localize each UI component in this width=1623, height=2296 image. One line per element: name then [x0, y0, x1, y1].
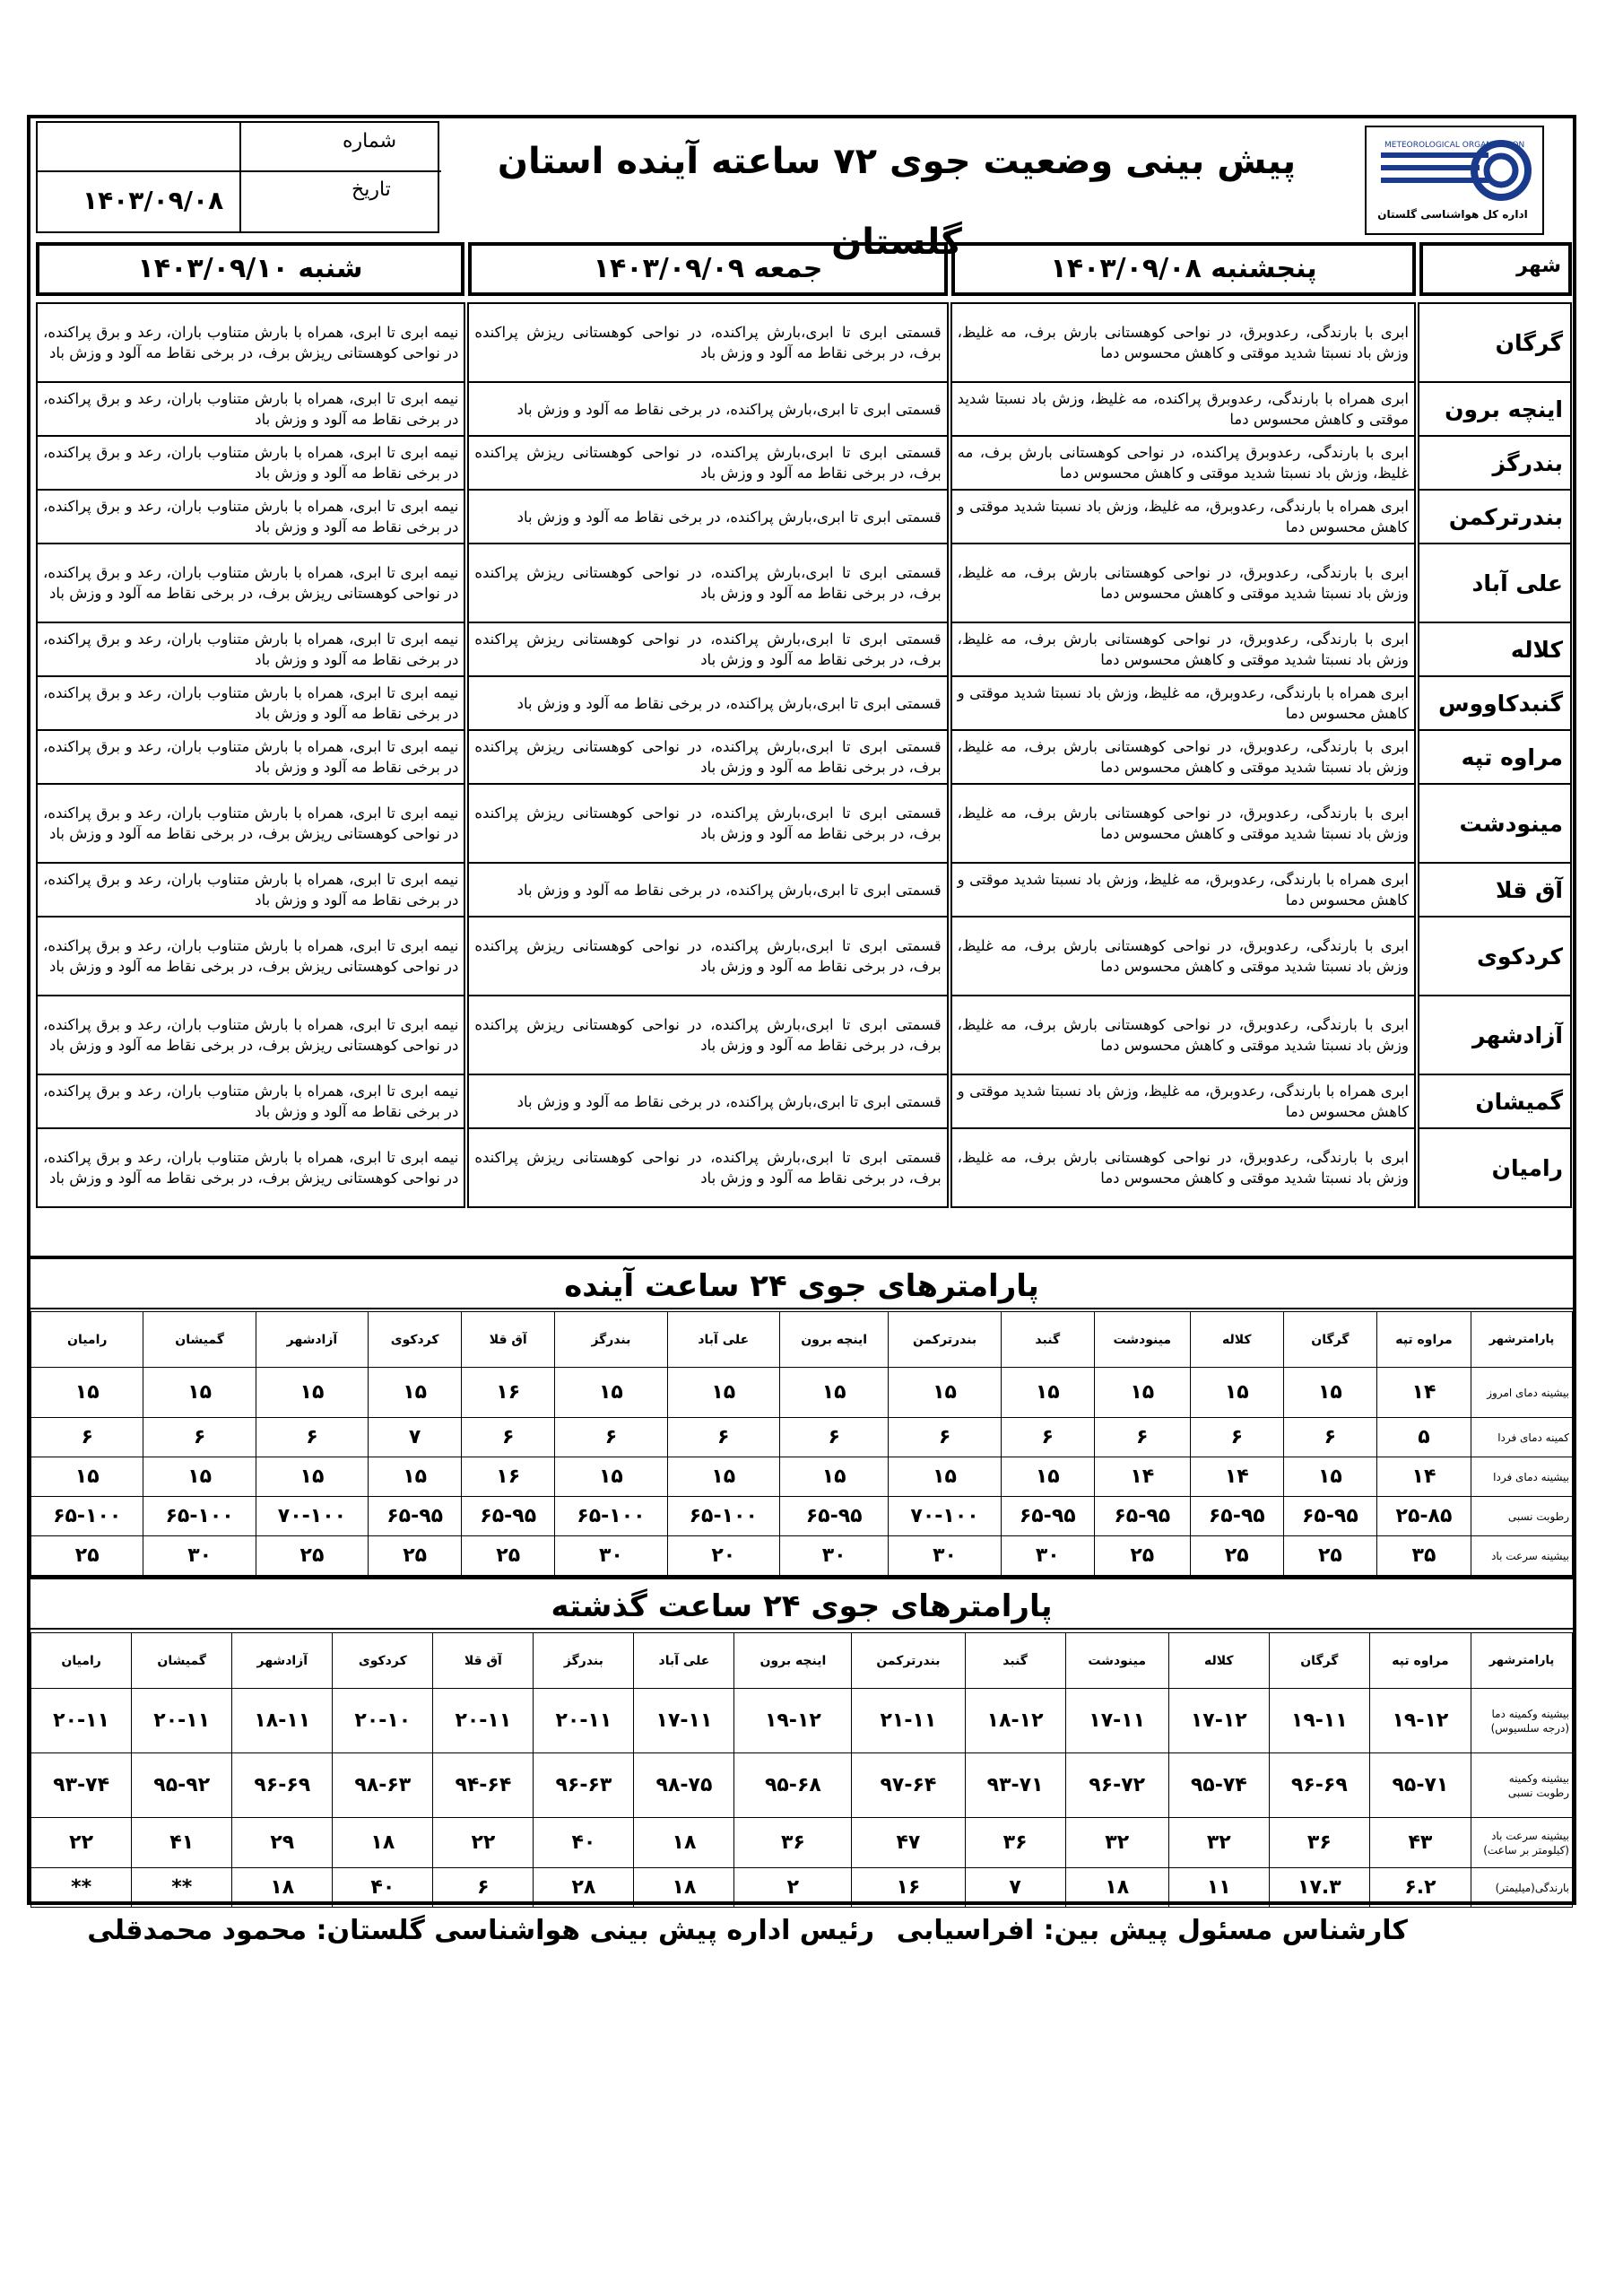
page-title: پیش بینی وضعیت جوی ۷۲ ساعته آینده استان گلستان [497, 141, 1297, 263]
forecast-city-cell: مراوه تپه [1419, 730, 1571, 784]
forecast-city-cell: کردکوی [1419, 917, 1571, 996]
city-header: آق قلا [433, 1633, 534, 1689]
param-header: پارامترشهر [1471, 1312, 1573, 1368]
param-value: ۶ [433, 1868, 534, 1908]
forecast-row [37, 863, 1571, 917]
param-value: ۹۶-۶۹ [1269, 1753, 1369, 1818]
city-header: گرگان [1283, 1312, 1376, 1368]
city-header: اینچه برون [779, 1312, 888, 1368]
forecast-city-cell: مینودشت [1419, 784, 1571, 863]
param-value: ۶۵-۹۵ [369, 1497, 462, 1536]
param-row [31, 1818, 1573, 1868]
param-value: ۹۸-۶۳ [333, 1753, 433, 1818]
param-label: بیشینه سرعت باد [1471, 1536, 1573, 1576]
forecast-day1-cell: ابری همراه با بارندگی، رعدوبرق، مه غلیظ، وزش باد نسبتا شدید موقتی و کاهش محسوس دما [951, 1074, 1415, 1128]
forecast-day2-cell: قسمتی ابری تا ابری،بارش پراکنده، در نواحی کوهستانی ریزش پراکنده برف، در برخی نقاط مه آلود و وزش باد [468, 996, 947, 1074]
city-header: اینچه برون [734, 1633, 852, 1689]
head-signature: رئیس اداره پیش بینی هواشناسی گلستان: محمود محمدقلی [87, 1915, 874, 1946]
param-value: ۱۶ [462, 1457, 555, 1497]
param-value: ۱۵ [143, 1368, 256, 1418]
param-header: پارامترشهر [1471, 1633, 1573, 1689]
param-value: ۹۵-۷۴ [1168, 1753, 1269, 1818]
param-value: ۶۵-۹۵ [779, 1497, 888, 1536]
forecast-day2-cell: قسمتی ابری تا ابری،بارش پراکنده، در برخی نقاط مه آلود و وزش باد [468, 1074, 947, 1128]
param-value: ۱۵ [369, 1368, 462, 1418]
param-value: ۲۱-۱۱ [852, 1689, 965, 1753]
forecast-day2-cell: قسمتی ابری تا ابری،بارش پراکنده، در نواحی کوهستانی ریزش پراکنده برف، در برخی نقاط مه آلود و وزش باد [468, 784, 947, 863]
forecast-day3-cell: نیمه ابری تا ابری، همراه با بارش متناوب باران، رعد و برق پراکنده، در نواحی کوهستانی ریزش برف، در برخی نقاط مه آلود و وزش باد [37, 996, 464, 1074]
param-value: ** [132, 1868, 232, 1908]
forecast-day1-cell: ابری با بارندگی، رعدوبرق، در نواحی کوهستانی بارش برف، مه غلیظ، وزش باد نسبتا شدید موقتی و کاهش محسوس دما [951, 730, 1415, 784]
forecast-day2-cell: قسمتی ابری تا ابری،بارش پراکنده، در برخی نقاط مه آلود و وزش باد [468, 490, 947, 544]
forecast-city-cell: رامیان [1419, 1128, 1571, 1207]
param-value: ۲۵-۸۵ [1376, 1497, 1471, 1536]
city-header: کردکوی [333, 1633, 433, 1689]
forecast-row [37, 490, 1571, 544]
forecast-day2-cell: قسمتی ابری تا ابری،بارش پراکنده، در نواحی کوهستانی ریزش پراکنده برف، در برخی نقاط مه آلود و وزش باد [468, 544, 947, 622]
param-value: ۱۶ [852, 1868, 965, 1908]
param-value: ۲۹ [232, 1818, 333, 1868]
city-header: علی آباد [667, 1312, 779, 1368]
forecast-day1-cell: ابری همراه با بارندگی، رعدوبرق، مه غلیظ، وزش باد نسبتا شدید موقتی و کاهش محسوس دما [951, 676, 1415, 730]
param-value: ۹۵-۷۱ [1369, 1753, 1471, 1818]
forecast-day3-cell: نیمه ابری تا ابری، همراه با بارش متناوب باران، رعد و برق پراکنده، در برخی نقاط مه آلود و وزش باد [37, 676, 464, 730]
forecast-day2-cell: قسمتی ابری تا ابری،بارش پراکنده، در نواحی کوهستانی ریزش پراکنده برف، در برخی نقاط مه آلود و وزش باد [468, 303, 947, 382]
param-value: ۱۹-۱۲ [734, 1689, 852, 1753]
param-value: ۱۶ [462, 1368, 555, 1418]
param-label: بارندگی(میلیمتر) [1471, 1868, 1573, 1908]
param-value: ۶۵-۱۰۰ [667, 1497, 779, 1536]
param-value: ۶ [31, 1418, 143, 1457]
param-value: ۳۰ [889, 1536, 1001, 1576]
param-value: ۶ [889, 1418, 1001, 1457]
param-value: ۱۵ [889, 1368, 1001, 1418]
forecast-day2-cell: قسمتی ابری تا ابری،بارش پراکنده، در برخی نقاط مه آلود و وزش باد [468, 676, 947, 730]
param-value: ۳۰ [1001, 1536, 1094, 1576]
forecast-day2-cell: قسمتی ابری تا ابری،بارش پراکنده، در برخی نقاط مه آلود و وزش باد [468, 863, 947, 917]
forecast-row [37, 544, 1571, 622]
param-value: ۱۸-۱۲ [965, 1689, 1065, 1753]
param-value: ۶ [1283, 1418, 1376, 1457]
param-value: ۳۰ [143, 1536, 256, 1576]
city-header: مراوه تپه [1369, 1633, 1471, 1689]
city-header: گرگان [1269, 1633, 1369, 1689]
param-value: ۳۲ [1065, 1818, 1168, 1868]
param-value: ۹۳-۷۱ [965, 1753, 1065, 1818]
city-header: رامیان [31, 1633, 132, 1689]
city-header: مراوه تپه [1376, 1312, 1471, 1368]
forecast-day3-cell: نیمه ابری تا ابری، همراه با بارش متناوب باران، رعد و برق پراکنده، در برخی نقاط مه آلود و وزش باد [37, 622, 464, 676]
param-value: ۲۲ [433, 1818, 534, 1868]
city-header: آزادشهر [256, 1312, 368, 1368]
forecast-day3-cell: نیمه ابری تا ابری، همراه با بارش متناوب باران، رعد و برق پراکنده، در نواحی کوهستانی ریزش برف، در برخی نقاط مه آلود و وزش باد [37, 917, 464, 996]
forecast-day1-cell: ابری با بارندگی، رعدوبرق، در نواحی کوهستانی بارش برف، مه غلیظ، وزش باد نسبتا شدید موقتی و کاهش محسوس دما [951, 622, 1415, 676]
param-value: ۲۵ [1190, 1536, 1283, 1576]
forecast-row [37, 730, 1571, 784]
param-value: ۳۶ [1269, 1818, 1369, 1868]
param-value: ۶ [1001, 1418, 1094, 1457]
param-value: ۲۵ [1283, 1536, 1376, 1576]
param-value: ۶.۲ [1369, 1868, 1471, 1908]
param-value: ۱۵ [143, 1457, 256, 1497]
param-value: ۹۴-۶۴ [433, 1753, 534, 1818]
param-value: ۳۶ [734, 1818, 852, 1868]
param-value: ۲۵ [462, 1536, 555, 1576]
param-value: ۲۵ [369, 1536, 462, 1576]
param-value: ۹۶-۶۳ [534, 1753, 634, 1818]
param-value: ۳۶ [965, 1818, 1065, 1868]
param-label: بیشینه دمای امروز [1471, 1368, 1573, 1418]
org-logo [1365, 126, 1544, 235]
param-value: ۲۵ [1094, 1536, 1190, 1576]
forecast-city-cell: آزادشهر [1419, 996, 1571, 1074]
city-header: بندرگز [555, 1312, 667, 1368]
param-value: ۹۵-۶۸ [734, 1753, 852, 1818]
forecast-day3-cell: نیمه ابری تا ابری، همراه با بارش متناوب باران، رعد و برق پراکنده، در نواحی کوهستانی ریزش برف، در برخی نقاط مه آلود و وزش باد [37, 303, 464, 382]
param-value: ۳۵ [1376, 1536, 1471, 1576]
param-value: ۱۱ [1168, 1868, 1269, 1908]
param-value: ۹۶-۶۹ [232, 1753, 333, 1818]
param-value: ۹۸-۷۵ [634, 1753, 734, 1818]
param-value: ۱۹-۱۲ [1369, 1689, 1471, 1753]
param-value: ۶ [667, 1418, 779, 1457]
param-row [31, 1689, 1573, 1753]
next24-table [30, 1311, 1573, 1576]
forecast-row [37, 676, 1571, 730]
forecast-city-cell: علی آباد [1419, 544, 1571, 622]
param-value: ۱۵ [1283, 1368, 1376, 1418]
param-value: ۳۰ [555, 1536, 667, 1576]
next24-title: پارامترهای جوی ۲۴ ساعت آینده [30, 1256, 1573, 1309]
param-value: ۱۸ [634, 1868, 734, 1908]
param-row [31, 1418, 1573, 1457]
param-value: ۲۰-۱۱ [31, 1689, 132, 1753]
param-value: ۷ [965, 1868, 1065, 1908]
param-value: ۱۵ [667, 1457, 779, 1497]
param-value: ۱۵ [1094, 1368, 1190, 1418]
param-value: ۱۵ [256, 1368, 368, 1418]
param-value: ۱۸ [1065, 1868, 1168, 1908]
param-value: ۱۵ [667, 1368, 779, 1418]
forecast-day1-cell: ابری با بارندگی، رعدوبرق، در نواحی کوهستانی بارش برف، مه غلیظ، وزش باد نسبتا شدید موقتی و کاهش محسوس دما [951, 996, 1415, 1074]
forecast-day3-cell: نیمه ابری تا ابری، همراه با بارش متناوب باران، رعد و برق پراکنده، در نواحی کوهستانی ریزش برف، در برخی نقاط مه آلود و وزش باد [37, 1128, 464, 1207]
param-value: ۲۲ [31, 1818, 132, 1868]
param-label: بیشینه وکمینه رطوبت نسبی [1471, 1753, 1573, 1818]
param-value: ۱۵ [779, 1457, 888, 1497]
param-row [31, 1753, 1573, 1818]
param-value: ۲۰-۱۰ [333, 1689, 433, 1753]
param-value: ۲۰-۱۱ [534, 1689, 634, 1753]
param-value: ۳۲ [1168, 1818, 1269, 1868]
param-row [31, 1536, 1573, 1576]
param-value: ۴۷ [852, 1818, 965, 1868]
param-value: ۹۳-۷۴ [31, 1753, 132, 1818]
forecast-row [37, 917, 1571, 996]
param-value: ۱۵ [31, 1368, 143, 1418]
day-header-2: جمعه ۱۴۰۳/۰۹/۰۹ [468, 242, 948, 296]
forecast-day3-cell: نیمه ابری تا ابری، همراه با بارش متناوب باران، رعد و برق پراکنده، در برخی نقاط مه آلود و وزش باد [37, 382, 464, 436]
param-value: ۶۵-۱۰۰ [31, 1497, 143, 1536]
forecast-day3-cell: نیمه ابری تا ابری، همراه با بارش متناوب باران، رعد و برق پراکنده، در برخی نقاط مه آلود و وزش باد [37, 863, 464, 917]
forecast-city-cell: گنبدکاووس [1419, 676, 1571, 730]
param-value: ۱۵ [1190, 1368, 1283, 1418]
forecast-day3-cell: نیمه ابری تا ابری، همراه با بارش متناوب باران، رعد و برق پراکنده، در نواحی کوهستانی ریزش برف، در برخی نقاط مه آلود و وزش باد [37, 544, 464, 622]
forecast-row [37, 382, 1571, 436]
param-value: ۶۵-۹۵ [1190, 1497, 1283, 1536]
date-value: ۱۴۰۳/۰۹/۰۸ [82, 186, 224, 215]
forecast-city-cell: گرگان [1419, 303, 1571, 382]
day-header-3: شنبه ۱۴۰۳/۰۹/۱۰ [36, 242, 464, 296]
city-header: بندرگز [534, 1633, 634, 1689]
forecast-day2-cell: قسمتی ابری تا ابری،بارش پراکنده، در نواحی کوهستانی ریزش پراکنده برف، در برخی نقاط مه آلود و وزش باد [468, 1128, 947, 1207]
param-value: ۲۰-۱۱ [433, 1689, 534, 1753]
forecast-day2-cell: قسمتی ابری تا ابری،بارش پراکنده، در نواحی کوهستانی ریزش پراکنده برف، در برخی نقاط مه آلود و وزش باد [468, 436, 947, 490]
forecast-row [37, 1074, 1571, 1128]
param-value: ۱۴ [1376, 1368, 1471, 1418]
param-label: بیشینه سرعت باد (کیلومتر بر ساعت) [1471, 1818, 1573, 1868]
param-row [31, 1868, 1573, 1908]
forecast-day3-cell: نیمه ابری تا ابری، همراه با بارش متناوب باران، رعد و برق پراکنده، در برخی نقاط مه آلود و وزش باد [37, 436, 464, 490]
param-value: ۶ [143, 1418, 256, 1457]
day-header-1: پنجشنبه ۱۴۰۳/۰۹/۰۸ [951, 242, 1416, 296]
city-header: کلاله [1168, 1633, 1269, 1689]
number-label: شماره [343, 130, 397, 152]
forecast-day1-cell: ابری با بارندگی، رعدوبرق، در نواحی کوهستانی بارش برف، مه غلیظ، وزش باد نسبتا شدید موقتی و کاهش محسوس دما [951, 544, 1415, 622]
forecast-table [36, 302, 1572, 1208]
param-value: ۶۵-۹۵ [1094, 1497, 1190, 1536]
param-row [31, 1457, 1573, 1497]
forecast-day1-cell: ابری همراه با بارندگی، رعدوبرق، مه غلیظ، وزش باد نسبتا شدید موقتی و کاهش محسوس دما [951, 863, 1415, 917]
param-value: ۴۰ [534, 1818, 634, 1868]
forecast-day3-cell: نیمه ابری تا ابری، همراه با بارش متناوب باران، رعد و برق پراکنده، در برخی نقاط مه آلود و وزش باد [37, 490, 464, 544]
param-value: ۳۰ [779, 1536, 888, 1576]
param-value: ۱۸ [232, 1868, 333, 1908]
city-header: علی آباد [634, 1633, 734, 1689]
param-value: ۶۵-۹۵ [1001, 1497, 1094, 1536]
city-header: گنبد [965, 1633, 1065, 1689]
param-value: ۱۵ [779, 1368, 888, 1418]
forecast-day1-cell: ابری با بارندگی، رعدوبرق، در نواحی کوهستانی بارش برف، مه غلیظ، وزش باد نسبتا شدید موقتی و کاهش محسوس دما [951, 917, 1415, 996]
forecast-day1-cell: ابری همراه با بارندگی، رعدوبرق، مه غلیظ، وزش باد نسبتا شدید موقتی و کاهش محسوس دما [951, 490, 1415, 544]
forecast-city-cell: بندرگز [1419, 436, 1571, 490]
param-value: ۶ [555, 1418, 667, 1457]
param-value: ۱۴ [1094, 1457, 1190, 1497]
param-value: ۶ [1190, 1418, 1283, 1457]
param-value: ۱۵ [555, 1368, 667, 1418]
param-value: ۹۷-۶۴ [852, 1753, 965, 1818]
param-value: ۱۸ [333, 1818, 433, 1868]
forecast-day3-cell: نیمه ابری تا ابری، همراه با بارش متناوب باران، رعد و برق پراکنده، در برخی نقاط مه آلود و وزش باد [37, 730, 464, 784]
param-value: ۱۷-۱۱ [1065, 1689, 1168, 1753]
param-value: ۱۴ [1376, 1457, 1471, 1497]
param-value: ۱۷.۳ [1269, 1868, 1369, 1908]
param-value: ۷۰-۱۰۰ [256, 1497, 368, 1536]
param-value: ۲۸ [534, 1868, 634, 1908]
param-value: ۱۷-۱۱ [634, 1689, 734, 1753]
forecaster-signature: کارشناس مسئول پیش بین: افراسیابی [896, 1915, 1408, 1946]
param-value: ۶۵-۹۵ [1283, 1497, 1376, 1536]
forecast-city-cell: بندرترکمن [1419, 490, 1571, 544]
city-header: گمیشان [143, 1312, 256, 1368]
forecast-day3-cell: نیمه ابری تا ابری، همراه با بارش متناوب باران، رعد و برق پراکنده، در برخی نقاط مه آلود و وزش باد [37, 1074, 464, 1128]
forecast-row [37, 622, 1571, 676]
forecast-row [37, 303, 1571, 382]
param-value: ۲۵ [256, 1536, 368, 1576]
param-value: ۱۵ [256, 1457, 368, 1497]
forecast-city-cell: کلاله [1419, 622, 1571, 676]
param-value: ۶ [462, 1418, 555, 1457]
param-value: ۵ [1376, 1418, 1471, 1457]
forecast-city-cell: آق قلا [1419, 863, 1571, 917]
param-value: ۱۸ [634, 1818, 734, 1868]
param-value: ۷ [369, 1418, 462, 1457]
past24-title: پارامترهای جوی ۲۴ ساعت گذشته [30, 1576, 1573, 1630]
forecast-day1-cell: ابری با بارندگی، رعدوبرق پراکنده، در نواحی کوهستانی بارش برف، مه غلیظ، وزش باد نسبتا شدید موقتی و کاهش محسوس دما [951, 436, 1415, 490]
date-label: تاریخ [352, 178, 391, 201]
forecast-day1-cell: ابری همراه با بارندگی، رعدوبرق پراکنده، مه غلیظ، وزش باد نسبتا شدید موقتی و کاهش محسوس دما [951, 382, 1415, 436]
forecast-day2-cell: قسمتی ابری تا ابری،بارش پراکنده، در نواحی کوهستانی ریزش پراکنده برف، در برخی نقاط مه آلود و وزش باد [468, 917, 947, 996]
param-value: ** [31, 1868, 132, 1908]
forecast-day2-cell: قسمتی ابری تا ابری،بارش پراکنده، در برخی نقاط مه آلود و وزش باد [468, 382, 947, 436]
city-header: رامیان [31, 1312, 143, 1368]
param-value: ۱۷-۱۲ [1168, 1689, 1269, 1753]
param-value: ۴۳ [1369, 1818, 1471, 1868]
city-header: بندرترکمن [889, 1312, 1001, 1368]
param-value: ۱۵ [1283, 1457, 1376, 1497]
param-value: ۶ [1094, 1418, 1190, 1457]
param-value: ۶۵-۱۰۰ [143, 1497, 256, 1536]
param-value: ۱۵ [555, 1457, 667, 1497]
city-header: مینودشت [1094, 1312, 1190, 1368]
forecast-day3-cell: نیمه ابری تا ابری، همراه با بارش متناوب باران، رعد و برق پراکنده، در نواحی کوهستانی ریزش برف، در برخی نقاط مه آلود و وزش باد [37, 784, 464, 863]
forecast-city-cell: گمیشان [1419, 1074, 1571, 1128]
param-value: ۱۸-۱۱ [232, 1689, 333, 1753]
city-column-header: شهر [1419, 242, 1572, 296]
param-value: ۶۵-۹۵ [462, 1497, 555, 1536]
param-value: ۶ [256, 1418, 368, 1457]
param-value: ۱۹-۱۱ [1269, 1689, 1369, 1753]
header-number-box [36, 121, 439, 233]
param-value: ۱۴ [1190, 1457, 1283, 1497]
city-header: مینودشت [1065, 1633, 1168, 1689]
param-value: ۹۵-۹۲ [132, 1753, 232, 1818]
param-value: ۶ [779, 1418, 888, 1457]
forecast-row [37, 1128, 1571, 1207]
param-value: ۲۰-۱۱ [132, 1689, 232, 1753]
logo-text: METEOROLOGICAL ORGANIZATION [1384, 141, 1525, 150]
param-value: ۱۵ [1001, 1368, 1094, 1418]
city-header: آق قلا [462, 1312, 555, 1368]
param-row [31, 1497, 1573, 1536]
org-name: اداره کل هواشناسی گلستان [1377, 208, 1528, 221]
city-header: کردکوی [369, 1312, 462, 1368]
forecast-city-cell: اینچه برون [1419, 382, 1571, 436]
param-value: ۲۵ [31, 1536, 143, 1576]
city-header: بندرترکمن [852, 1633, 965, 1689]
param-row [31, 1368, 1573, 1418]
forecast-day1-cell: ابری با بارندگی، رعدوبرق، در نواحی کوهستانی بارش برف، مه غلیظ، وزش باد نسبتا شدید موقتی و کاهش محسوس دما [951, 303, 1415, 382]
forecast-day2-cell: قسمتی ابری تا ابری،بارش پراکنده، در نواحی کوهستانی ریزش پراکنده برف، در برخی نقاط مه آلود و وزش باد [468, 622, 947, 676]
forecast-row [37, 784, 1571, 863]
param-value: ۷۰-۱۰۰ [889, 1497, 1001, 1536]
city-header: گمیشان [132, 1633, 232, 1689]
param-value: ۴۱ [132, 1818, 232, 1868]
param-value: ۱۵ [889, 1457, 1001, 1497]
param-value: ۶۵-۱۰۰ [555, 1497, 667, 1536]
param-value: ۴۰ [333, 1868, 433, 1908]
param-value: ۹۶-۷۲ [1065, 1753, 1168, 1818]
param-label: بیشینه دمای فردا [1471, 1457, 1573, 1497]
param-value: ۲۰ [667, 1536, 779, 1576]
param-label: بیشینه وکمینه دما (درجه سلسیوس) [1471, 1689, 1573, 1753]
param-value: ۲ [734, 1868, 852, 1908]
city-header: کلاله [1190, 1312, 1283, 1368]
param-label: کمینه دمای فردا [1471, 1418, 1573, 1457]
forecast-day1-cell: ابری با بارندگی، رعدوبرق، در نواحی کوهستانی بارش برف، مه غلیظ، وزش باد نسبتا شدید موقتی و کاهش محسوس دما [951, 784, 1415, 863]
param-value: ۱۵ [1001, 1457, 1094, 1497]
param-label: رطوبت نسبی [1471, 1497, 1573, 1536]
city-header: گنبد [1001, 1312, 1094, 1368]
param-value: ۱۵ [369, 1457, 462, 1497]
city-header: آزادشهر [232, 1633, 333, 1689]
forecast-day1-cell: ابری با بارندگی، رعدوبرق، در نواحی کوهستانی بارش برف، مه غلیظ، وزش باد نسبتا شدید موقتی و کاهش محسوس دما [951, 1128, 1415, 1207]
past24-table [30, 1632, 1573, 1908]
forecast-day2-cell: قسمتی ابری تا ابری،بارش پراکنده، در نواحی کوهستانی ریزش پراکنده برف، در برخی نقاط مه آلود و وزش باد [468, 730, 947, 784]
param-value: ۱۵ [31, 1457, 143, 1497]
forecast-row [37, 436, 1571, 490]
forecast-row [37, 996, 1571, 1074]
